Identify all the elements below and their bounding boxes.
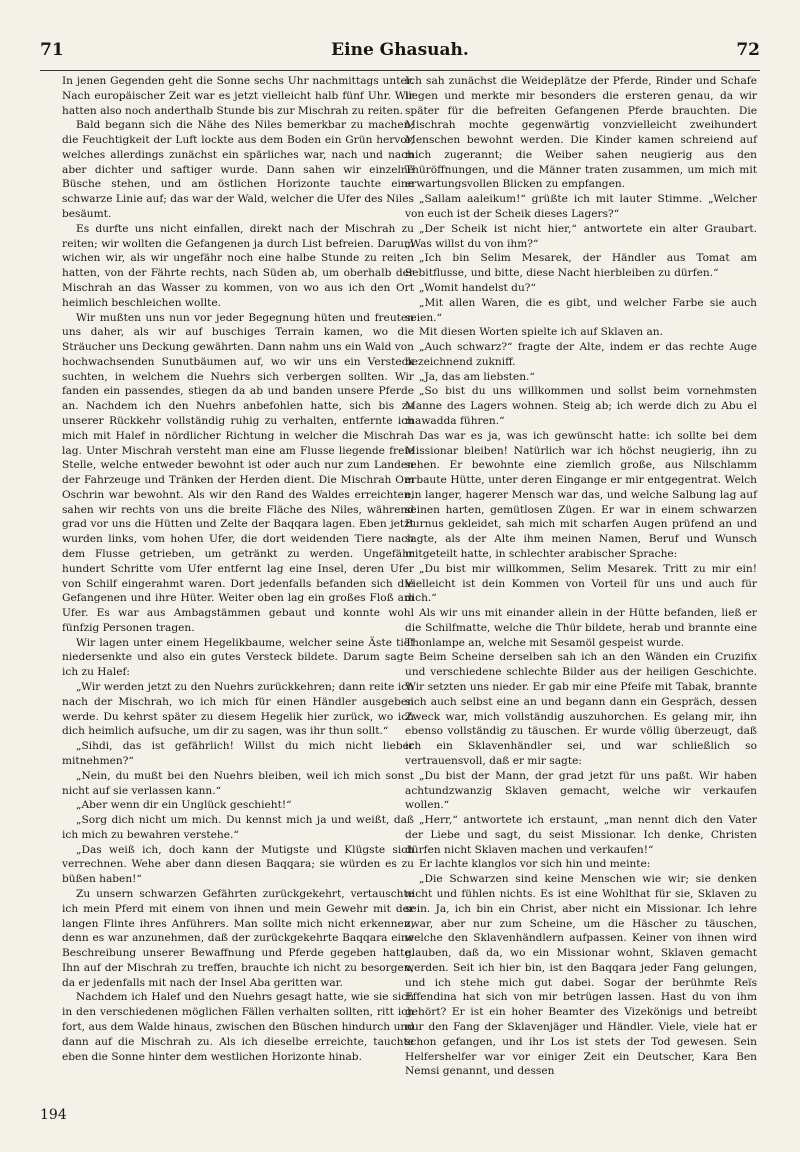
paragraph: Beim Scheine derselben sah ich an den Wänden ein Cruzifix und verschiedene schlechte Bilder aus der heiligen Geschichte. Wir setzten uns nieder. Er gab mir eine Pfeife mit Tabak, brannte sich auch selbst eine an und begann dann ein Gespräch, dessen Zweck war, mich vollständig auszuhorchen. Es gelang mir, ihn ebenso vollständig zu täuschen. Er wurde völlig überzeugt, daß ich ein Sklavenhändler sei, und war schließlich so vertrauensvoll, daß er mir sagte: [405, 651, 757, 767]
paragraph: „Du bist mir willkommen, Selim Mesarek. Tritt zu mir ein! Vielleicht ist dein Kommen von Vorteil für uns und auch für dich.“ [405, 562, 757, 605]
paragraph: Nachdem ich Halef und den Nuehrs gesagt hatte, wie sie sich in den verschiedenen möglichen Fällen verhalten sollten, ritt ich fort, aus dem Walde hinaus, zwischen den Büschen hindurch und dann auf die Mischrah zu. Als ich dieselbe erreichte, tauchte eben die Sonne hinter dem westlichen Horizonte hinab. [62, 991, 414, 1063]
paragraph: „Herr,“ antwortete ich erstaunt, „man nennt dich den Vater der Liebe und sagt, du seist Missionar. Ich denke, Christen dürfen nicht Sklaven machen und verkaufen!“ [405, 814, 757, 856]
paragraph: „Du bist der Mann, der grad jetzt für uns paßt. Wir haben achtundzwanzig Sklaven gemacht, welche wir verkaufen wollen.“ [405, 769, 757, 812]
paragraph: Als wir uns mit einander allein in der Hütte befanden, ließ er die Schilfmatte, welche die Thür bildete, herab und brannte eine Thonlampe an, welche mit Sesamöl gespeist wurde. [405, 607, 757, 649]
paragraph: Mit diesen Worten spielte ich auf Sklaven an. [419, 326, 663, 339]
footer-page-number: 194 [40, 1107, 67, 1123]
paragraph: „Ich bin Selim Mesarek, der Händler aus Tomat am Sebitflusse, und bitte, diese Nacht hierbleiben zu dürfen.“ [405, 252, 757, 280]
paragraph: In jenen Gegenden geht die Sonne sechs Uhr nachmittags unter. Nach europäischer Zeit war es jetzt vielleicht halb fünf Uhr. Wir hatten also noch anderthalb Stunde bis zur Mischrah zu reiten. [62, 75, 414, 117]
paragraph: Wir mußten uns nun vor jeder Begegnung hüten und freuten uns daher, als wir auf buschiges Terrain kamen, wo die Sträucher uns Deckung gewährten. Dann nahm uns ein Wald von hochwachsenden Sunutbäumen auf, wo wir uns ein Versteck suchten, in welchem die Nuehrs sich verbergen sollten. Wir fanden ein passendes, stiegen da ab und banden unsere Pferde an. Nachdem ich den Nuehrs anbefohlen hatte, sich bis zu unserer Rückkehr vollständig ruhig zu verhalten, entfernte ich mich mit Halef in nördlicher Richtung in welcher die Mischrah lag. Unter Mischrah versteht man eine am Flusse liegende freie Stelle, welche entweder bewohnt ist oder auch nur zum Landen der Fahrzeuge und Tränken der Herden dient. Die Mischrah Om Oschrin war bewohnt. Als wir den Rand des Waldes erreichten, sahen wir rechts von uns die breite Fläche des Niles, während grad vor uns die Hütten und Zelte der Baqqara lagen. Eben jetzt wurden links, vom hohen Ufer, die dort weidenden Tiere nach dem Flusse getrieben, um getränkt zu werden. Ungefähr hundert Schritte vom Ufer entfernt lag eine Insel, deren Ufer von Schilf eingerahmt waren. Dort jedenfalls befanden sich die Gefangenen und ihre Hüter. Weiter oben lag ein großes Floß am Ufer. Es war aus Ambagstämmen gebaut und konnte wohl fünfzig Personen tragen. [62, 311, 414, 634]
paragraph: „Sihdi, das ist gefährlich! Willst du mich nicht lieber mitnehmen?“ [62, 740, 414, 767]
paragraph: Das war es ja, was ich gewünscht hatte: ich sollte bei dem Missionar bleiben! Natürlich war ich höchst neugierig, ihn zu sehen. Er bewohnte eine ziemlich große, aus Nilschlamm erbaute Hütte, unter deren Eingange er mir entgegentrat. Welch ein langer, hagerer Mensch war das, und welche Salbung lag auf seinen harten, gemütlosen Zügen. Er war in einem schwarzen Burnus gekleidet, sah mich mit scharfen Augen prüfend an und sagte, als der Alte ihm meinen Namen, Beruf und Wunsch mitgeteilt hatte, in schlechter arabischer Sprache: [405, 429, 757, 560]
paragraph: „Das weiß ich, doch kann der Mutigste und Klügste sich verrechnen. Wehe aber dann diesen Baqqara; sie würden es zu büßen haben!“ [62, 843, 414, 886]
paragraph: „Wir werden jetzt zu den Nuehrs zurückkehren; dann reite ich nach der Mischrah, wo ich mich für einen Händler ausgeben werde. Du kehrst später zu diesem Hegelik hier zurück, wo ich dich heimlich aufsuche, um dir zu sagen, was ihr thun sollt.“ [62, 681, 414, 738]
paragraph: „Der Scheik ist nicht hier,“ antwortete ein alter Graubart. „Was willst du von ihm?“ [405, 222, 757, 250]
page-number-right: 72 [736, 40, 760, 60]
paragraph: Wir lagen unter einem Hegelikbaume, welcher seine Äste tief niedersenkte und also ein gutes Versteck bildete. Darum sagte ich zu Halef: [62, 636, 414, 679]
paragraph: „Mit allen Waren, die es gibt, und welcher Farbe sie auch seien.“ [405, 296, 757, 324]
paragraph: „Nein, du mußt bei den Nuehrs bleiben, weil ich mich sonst nicht auf sie verlassen kann.“ [62, 769, 414, 797]
paragraph: „Sorg dich nicht um mich. Du kennst mich ja und weißt, daß ich mich zu bewahren verstehe.“ [62, 814, 414, 841]
left-column [62, 74, 414, 1064]
paragraph: „Die Schwarzen sind keine Menschen wie wir; sie denken nicht und fühlen nichts. Es ist eine Wohlthat für sie, Sklaven zu sein. Ja, ich bin ein Christ, aber nicht ein Missionar. Ich lehre zwar, aber nur zum Scheine, um die Häscher zu täuschen, welche den Sklavenhändlern aufpassen. Keiner von ihnen wird glauben, daß da, wo ein Missionar wohnt, Sklaven gemacht werden. Seit ich hier bin, ist den Baqqara jeder Fang gelungen, und ich stehe mich gut dabei. Sogar der berühmte Reïs Effendina hat sich von mir betrügen lassen. Hast du von ihm gehört? Er ist ein hoher Beamter des Vizekönigs und betreibt nur den Fang der Sklavenjäger und Händler. Viele, viele hat er schon gefangen, und ihr Los ist stets der Tod gewesen. Sein Helfershelfer war vor einiger Zeit ein Deutscher, Kara Ben Nemsi genannt, und dessen [405, 873, 757, 1078]
paragraph: Bald begann sich die Nähe des Niles bemerkbar zu machen; die Feuchtigkeit der Luft lockte aus dem Boden ein Grün hervor, welches allerdings zunächst ein spärliches war, nach und nach aber dichter und saftiger wurde. Dann sahen wir einzelne Büsche stehen, und am östlichen Horizonte tauchte eine schwarze Linie auf; das war der Wald, welcher die Ufer des Niles besäumt. [62, 119, 414, 221]
paragraph: Zu unsern schwarzen Gefährten zurückgekehrt, vertauschte ich mein Pferd mit einem von ihnen und mein Gewehr mit der langen Flinte ihres Anführers. Man sollte mich nicht erkennen, denn es war anzunehmen, daß der zurückgekehrte Baqqara eine Beschreibung unserer Bewaffnung und Pferde gegeben hatte. Ihn auf der Mischrah zu treffen, brauchte ich nicht zu besorgen, da er jedenfalls mit nach der Insel Aba geritten war. [62, 887, 414, 989]
paragraph: „So bist du uns willkommen und sollst beim vornehmsten Manne des Lagers wohnen. Steig ab; ich werde dich zu Abu el mawadda führen.“ [405, 385, 757, 427]
paragraph: „Ja, das am liebsten.“ [419, 370, 535, 383]
running-header [40, 40, 760, 68]
paragraph: Ich sah zunächst die Weideplätze der Pferde, Rinder und Schafe liegen und merkte mir besonders die ersteren genau, da wir später für die befreiten Gefangenen Pferde brauchten. Die Mischrah mochte gegenwärtig vonzvielleicht zweihundert Menschen bewohnt werden. Die Kinder kamen schreiend auf mich zugerannt; die Weiber sahen neugierig aus den Thüröffnungen, und die Männer traten zusammen, um mich mit erwartungsvollen Blicken zu empfangen. [405, 75, 757, 191]
right-column [405, 74, 757, 1079]
paragraph: „Auch schwarz?“ fragte der Alte, indem er das rechte Auge bezeichnend zukniff. [405, 341, 757, 368]
chapter-title: Eine Ghasuah. [331, 40, 469, 60]
paragraph: Es durfte uns nicht einfallen, direkt nach der Mischrah zu reiten; wir wollten die Gefangenen ja durch List befreien. Darum wichen wir, als wir ungefähr noch eine halbe Stunde zu reiten hatten, von der Fährte rechts, nach Süden ab, um oberhalb der Mischrah an das Wasser zu kommen, von wo aus ich den Ort heimlich beschleichen wollte. [62, 222, 414, 309]
header-rule [40, 70, 760, 71]
paragraph: „Womit handelst du?“ [419, 281, 536, 294]
paragraph: Er lachte klanglos vor sich hin und meinte: [419, 858, 651, 871]
paragraph: „Aber wenn dir ein Unglück geschieht!“ [76, 799, 292, 812]
page-number-left: 71 [40, 40, 64, 60]
paragraph: „Sallam aaleikum!“ grüßte ich mit lauter Stimme. „Welcher von euch ist der Scheik dieses Lagers?“ [405, 193, 757, 221]
